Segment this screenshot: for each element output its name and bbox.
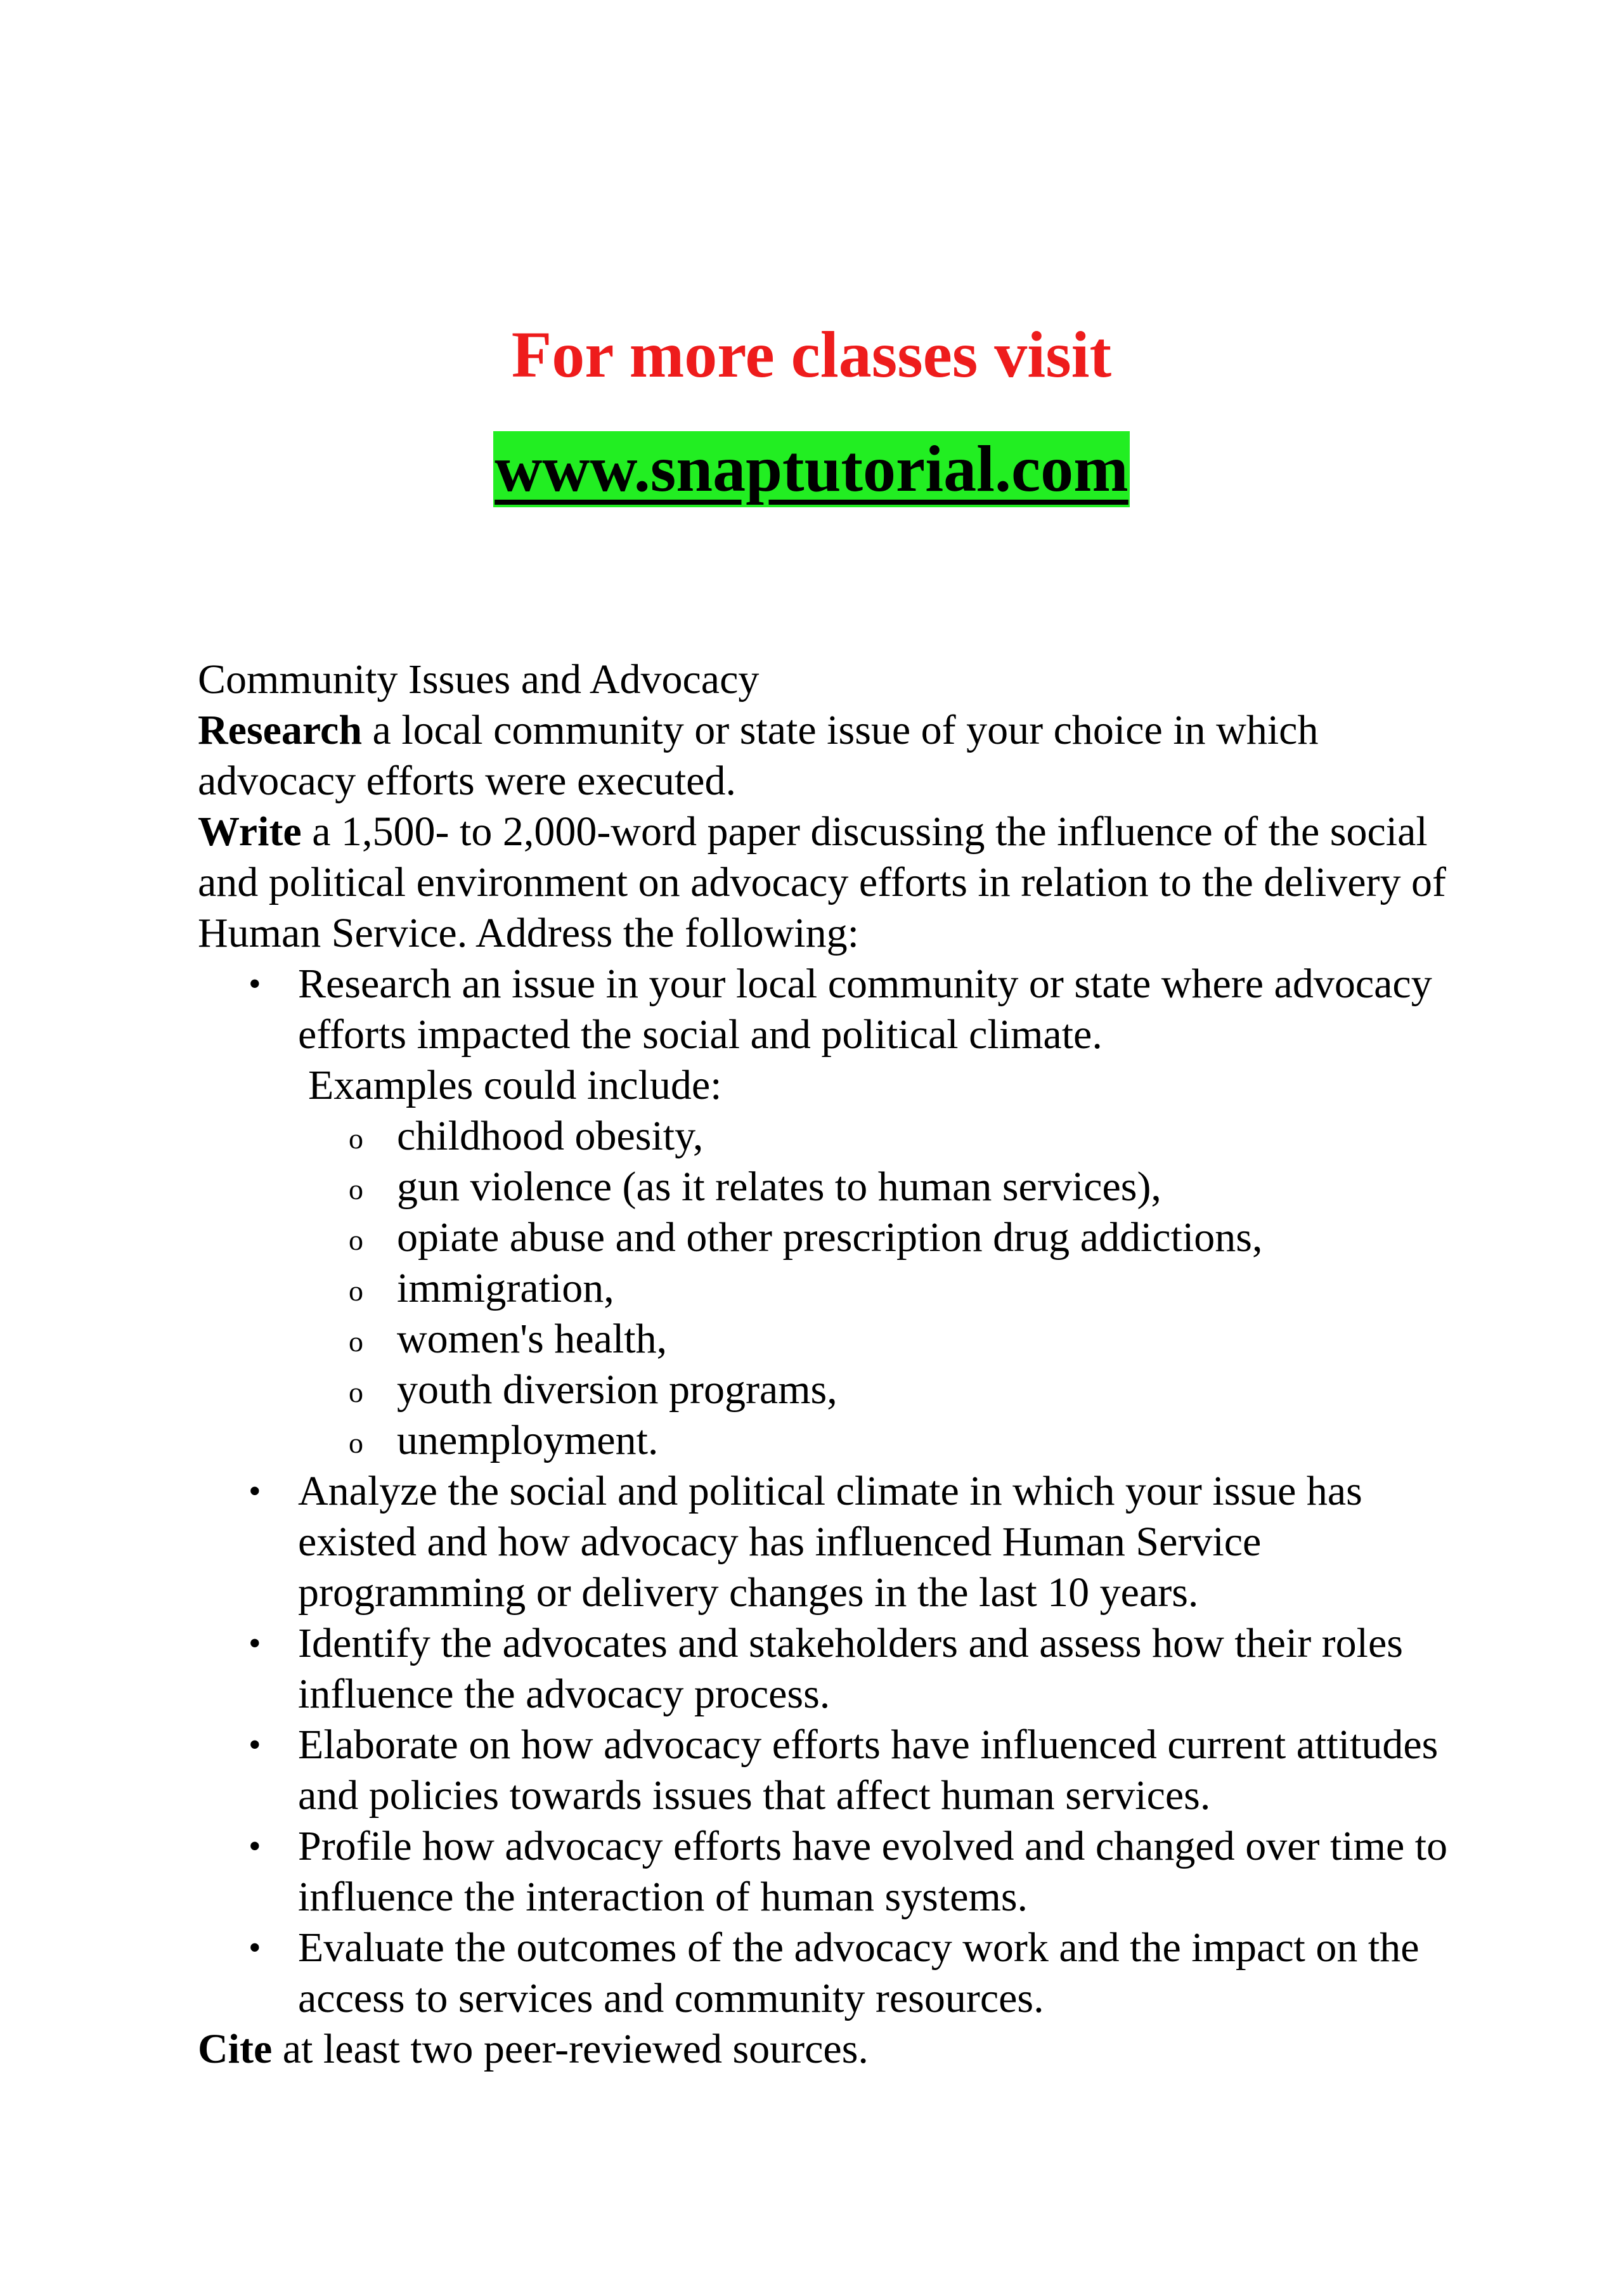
sub-list-item-text: childhood obesity, (397, 1113, 704, 1159)
list-item (198, 1618, 1466, 1720)
list-item-text: Evaluate the outcomes of the advocacy work and the impact on the access to services and community resources. (298, 1924, 1419, 2021)
bullet-icon: • (249, 1725, 261, 1765)
bullet-icon: • (249, 1624, 261, 1663)
circle-bullet-icon: o (349, 1325, 363, 1358)
list-item (198, 959, 1466, 1466)
list-item-text: Profile how advocacy efforts have evolved and changed over time to influence the interaction of human systems. (298, 1823, 1448, 1920)
research-paragraph (198, 705, 1466, 807)
sub-list-item (298, 1314, 1466, 1365)
bullet-icon: • (249, 1928, 261, 1968)
circle-bullet-icon: o (349, 1376, 363, 1408)
sub-list-item (298, 1212, 1466, 1263)
sub-list-item (298, 1263, 1466, 1314)
bullet-icon: • (249, 1827, 261, 1866)
circle-bullet-icon: o (349, 1274, 363, 1307)
bullet-icon: • (249, 964, 261, 1004)
circle-bullet-icon: o (349, 1224, 363, 1256)
circle-bullet-icon: o (349, 1173, 363, 1205)
requirements-list (198, 959, 1466, 2024)
sub-list-item (298, 1162, 1466, 1212)
cite-text: at least two peer-reviewed sources. (272, 2026, 869, 2072)
write-paragraph (198, 807, 1466, 959)
list-item (198, 1923, 1466, 2024)
research-keyword: Research (198, 707, 363, 753)
sub-list-item-text: opiate abuse and other prescription drug addictions, (397, 1214, 1263, 1261)
sub-list-item (298, 1415, 1466, 1466)
write-text: a 1,500- to 2,000-word paper discussing the influence of the social and political environment on advocacy efforts in relation to the delivery of Human Service. Address the following: (198, 808, 1446, 956)
list-item (198, 1720, 1466, 1821)
sub-list-item-text: women's health, (397, 1316, 668, 1362)
list-item (198, 1821, 1466, 1923)
promo-link-row (0, 431, 1623, 507)
circle-bullet-icon: o (349, 1427, 363, 1459)
sub-list-item-text: gun violence (as it relates to human services), (397, 1164, 1161, 1210)
sub-list-item-text: immigration, (397, 1265, 614, 1311)
promo-heading: For more classes visit (511, 318, 1112, 391)
sub-list-item (298, 1365, 1466, 1415)
bullet-icon: • (249, 1472, 261, 1511)
examples-list (298, 1111, 1466, 1466)
document-title: Community Issues and Advocacy (198, 656, 760, 703)
sub-list-item (298, 1111, 1466, 1162)
examples-label: Examples could include: (308, 1062, 722, 1108)
circle-bullet-icon: o (349, 1122, 363, 1155)
list-item-text: Analyze the social and political climate in which your issue has existed and how advocacy has influenced Human Service programming or delivery changes in the last 10 years. (298, 1468, 1362, 1616)
cite-keyword: Cite (198, 2026, 273, 2072)
research-text: a local community or state issue of your choice in which advocacy efforts were executed. (198, 707, 1319, 804)
website-link[interactable]: www.snaptutorial.com (493, 431, 1130, 507)
sub-list-item-text: youth diversion programs, (397, 1366, 837, 1413)
list-item (198, 1466, 1466, 1618)
list-item-text: Identify the advocates and stakeholders and assess how their roles influence the advocacy process. (298, 1620, 1403, 1717)
cite-paragraph (198, 2024, 1466, 2075)
document-body (198, 654, 1466, 2075)
write-keyword: Write (198, 808, 302, 855)
sub-list-item-text: unemployment. (397, 1417, 659, 1463)
list-item-text: Research an issue in your local community or state where advocacy efforts impacted the social and political climate. (298, 961, 1432, 1058)
list-item-text: Elaborate on how advocacy efforts have influenced current attitudes and policies towards issues that affect human services. (298, 1722, 1439, 1819)
